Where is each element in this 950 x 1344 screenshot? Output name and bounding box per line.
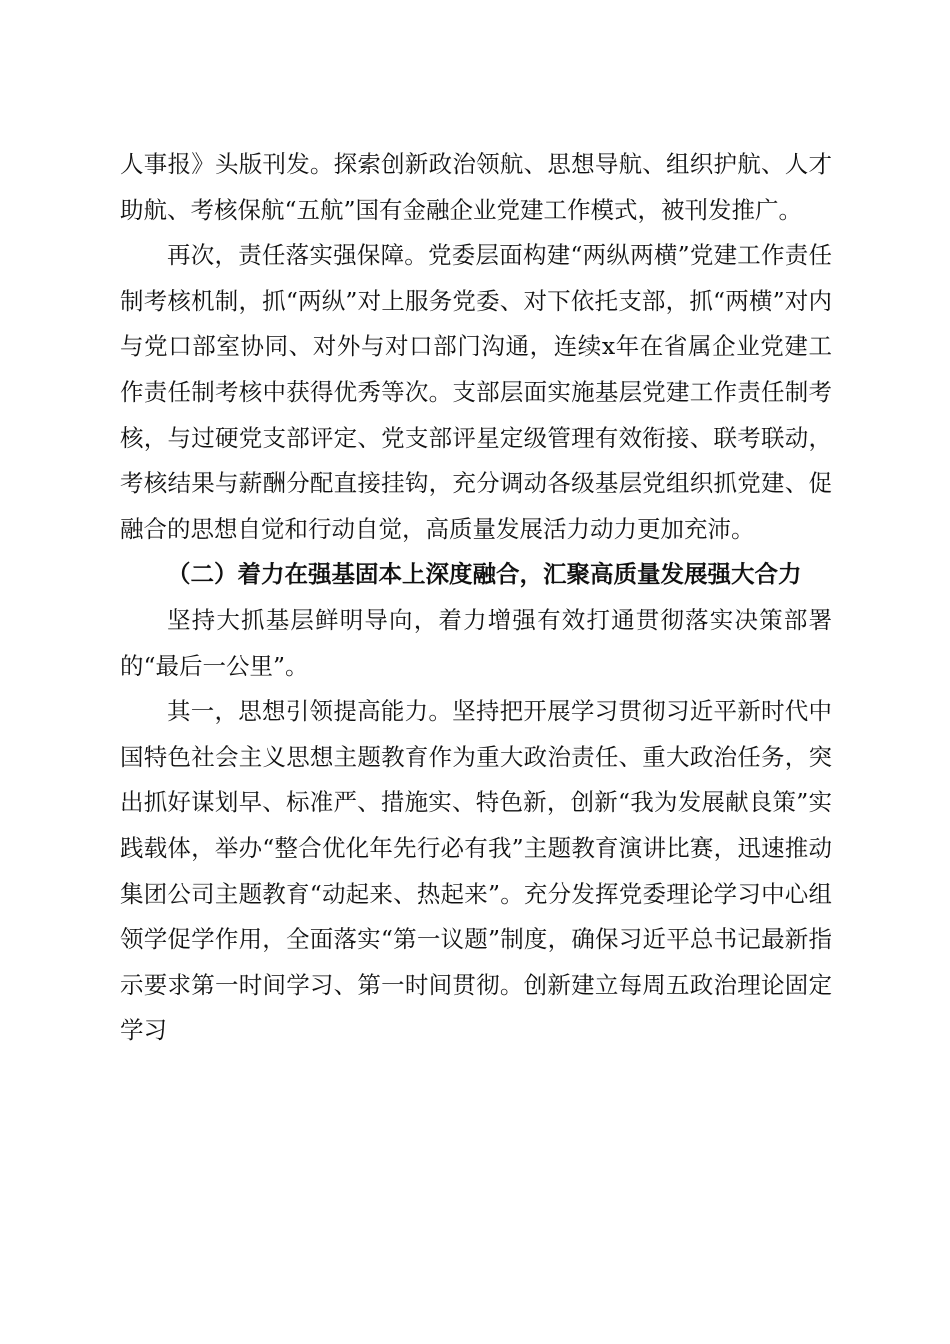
paragraph-ideology: 其一，思想引领提高能力。坚持把开展学习贯彻习近平新时代中国特色社会主义思想主题教育作为重大政治责任、重大政治任务，突出抓好谋划早、标准严、措施实、特色新，创新“我为发展献良策”实践载体，举办“整合优化年先行必有我”主题教育演讲比赛，迅速推动集团公司主题教育“动起来、热起来”。充分发挥党委理论学习中心组领学促学作用，全面落实“第一议题”制度，确保习近平总书记最新指示要求第一时间学习、第一时间贯彻。创新建立每周五政治理论固定学习	[120, 697, 832, 1045]
section-heading: （二）着力在强基固本上深度融合，汇聚高质量发展强大合力	[167, 560, 802, 589]
document-body	[120, 142, 832, 1054]
paragraph-continuation: 人事报》头版刊发。探索创新政治领航、思想导航、组织护航、人才助航、考核保航“五航”国有金融企业党建工作模式，被刊发推广。	[120, 150, 832, 224]
paragraph-grassroots: 坚持大抓基层鲜明导向，着力增强有效打通贯彻落实决策部署的“最后一公里”。	[120, 605, 832, 680]
paragraph-responsibility: 再次，责任落实强保障。党委层面构建“两纵两横”党建工作责任制考核机制，抓“两纵”对上服务党委、对下依托支部，抓“两横”对内与党口部室协同、对外与对口部门沟通，连续x年在省属企业党建工作责任制考核中获得优秀等次。支部层面实施基层党建工作责任制考核，与过硬党支部评定、党支部评星定级管理有效衔接、联考联动，考核结果与薪酬分配直接挂钩，充分调动各级基层党组织抓党建、促融合的思想自觉和行动自觉，高质量发展活力动力更加充沛。	[120, 241, 832, 543]
